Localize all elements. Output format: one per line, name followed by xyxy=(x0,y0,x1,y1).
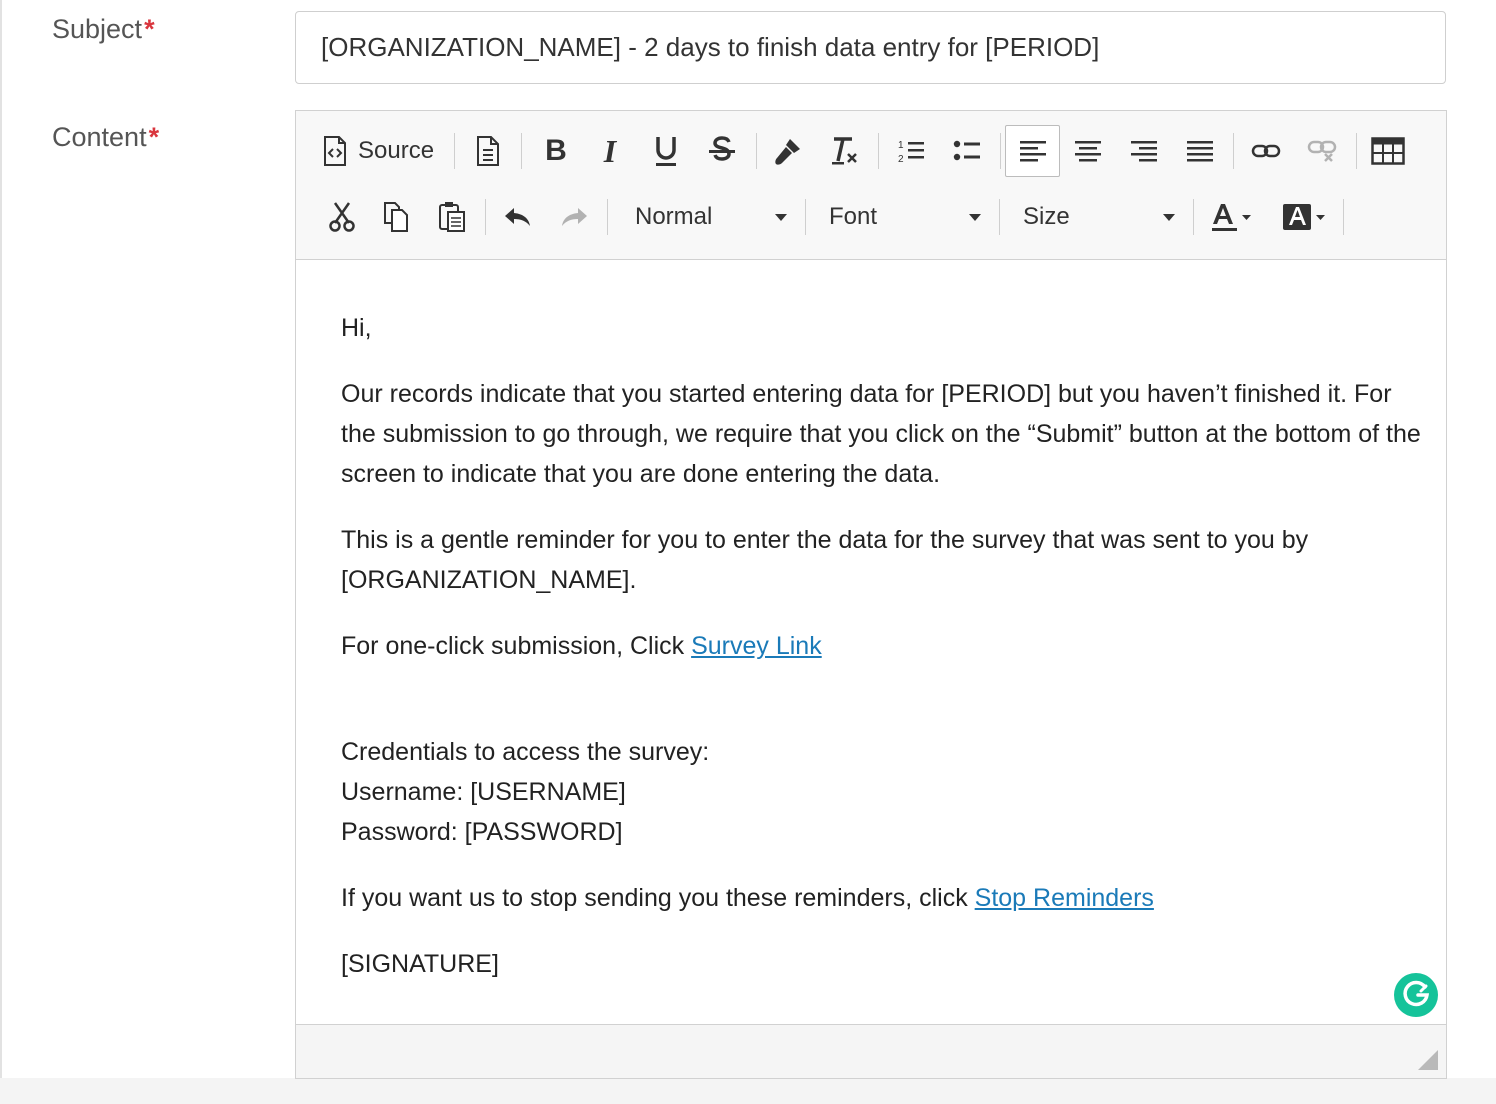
text-color-icon xyxy=(1209,201,1257,233)
rich-text-editor xyxy=(295,110,1447,1079)
credentials-paragraph xyxy=(341,732,1426,852)
text-color-button[interactable] xyxy=(1208,187,1258,247)
records-paragraph: Our records indicate that you started entering data for [PERIOD] but you haven’t finished it. For the submission to go through, we require that you click on the “Submit” button at the bottom of the screen to indicate that you are done entering the data. xyxy=(341,380,1421,488)
toolbar-separator xyxy=(1193,199,1194,235)
chevron-down-icon xyxy=(775,214,787,221)
grammarly-button[interactable] xyxy=(1394,973,1438,1017)
unlink-icon xyxy=(1307,139,1337,163)
grammarly-icon xyxy=(1401,978,1431,1013)
font-combo[interactable] xyxy=(815,195,987,239)
bold-icon: B xyxy=(545,134,567,167)
subject-label xyxy=(52,14,155,45)
underline-icon xyxy=(653,135,679,167)
italic-icon: I xyxy=(603,132,617,169)
chevron-down-icon xyxy=(969,214,981,221)
format-combo[interactable] xyxy=(621,195,793,239)
toolbar-separator xyxy=(999,199,1000,235)
numbered-list-button[interactable] xyxy=(891,121,931,181)
content-label xyxy=(52,122,159,153)
bold-button[interactable] xyxy=(536,121,576,181)
paste-icon xyxy=(438,201,466,233)
cut-button[interactable] xyxy=(322,187,362,247)
signature-paragraph: [SIGNATURE] xyxy=(341,950,499,978)
align-right-button[interactable] xyxy=(1124,121,1164,181)
size-combo[interactable] xyxy=(1009,195,1181,239)
align-center-icon xyxy=(1074,139,1102,163)
source-button[interactable] xyxy=(322,121,442,181)
redo-icon xyxy=(559,206,589,228)
format-combo-value: Normal xyxy=(635,203,713,230)
toolbar-separator xyxy=(878,133,879,169)
stop-reminders-link[interactable]: Stop Reminders xyxy=(974,884,1154,912)
undo-button[interactable] xyxy=(498,187,538,247)
document-icon xyxy=(476,136,500,166)
toolbar-separator xyxy=(756,133,757,169)
resize-handle[interactable] xyxy=(1418,1050,1438,1070)
numbered-list-icon xyxy=(897,137,925,165)
align-left-icon xyxy=(1019,139,1047,163)
editor-toolbar xyxy=(296,111,1446,259)
paragraph-gap xyxy=(341,706,1426,732)
toolbar-separator xyxy=(1343,199,1344,235)
link-icon xyxy=(1251,141,1281,161)
toolbar-separator xyxy=(1356,133,1357,169)
submission-text: For one-click submission, Click xyxy=(341,632,692,660)
justify-button[interactable] xyxy=(1180,121,1220,181)
bulleted-list-button[interactable] xyxy=(947,121,987,181)
toolbar-separator xyxy=(521,133,522,169)
remove-format-icon xyxy=(828,135,860,167)
content-required-mark: * xyxy=(148,122,160,152)
toolbar-separator xyxy=(485,199,486,235)
credentials-title: Credentials to access the survey: xyxy=(341,738,710,766)
document-button[interactable] xyxy=(468,121,508,181)
editor-status-bar xyxy=(296,1025,1446,1078)
toolbar-separator xyxy=(454,133,455,169)
toolbar-separator xyxy=(607,199,608,235)
justify-icon xyxy=(1186,139,1214,163)
subject-label-text: Subject xyxy=(52,14,143,44)
italic-button[interactable] xyxy=(590,121,630,181)
size-combo-value: Size xyxy=(1023,203,1070,230)
align-left-button[interactable] xyxy=(1005,125,1060,177)
redo-button[interactable] xyxy=(554,187,594,247)
stop-reminders-text: If you want us to stop sending you these reminders, click xyxy=(341,884,975,912)
source-icon xyxy=(322,136,348,166)
copy-format-button[interactable] xyxy=(768,121,808,181)
align-center-button[interactable] xyxy=(1068,121,1108,181)
chevron-down-icon xyxy=(1163,214,1175,221)
copy-format-icon xyxy=(772,135,804,167)
font-combo-value: Font xyxy=(829,203,878,230)
blank-line xyxy=(341,666,1426,706)
page-bottom-band xyxy=(0,1078,1496,1104)
copy-button[interactable] xyxy=(376,187,416,247)
toolbar-separator xyxy=(1233,133,1234,169)
copy-icon xyxy=(382,201,410,233)
svg-text:1: 1 xyxy=(898,140,904,151)
submission-paragraph xyxy=(341,626,1426,666)
paste-button[interactable] xyxy=(432,187,472,247)
subject-required-mark: * xyxy=(144,14,155,44)
reminder-paragraph: This is a gentle reminder for you to enter the data for the survey that was sent to you by [ORGANIZATION_NAME]. xyxy=(341,526,1309,594)
table-icon xyxy=(1371,137,1405,165)
strikethrough-button[interactable] xyxy=(702,121,742,181)
greeting-paragraph: Hi, xyxy=(341,314,372,342)
toolbar-separator xyxy=(805,199,806,235)
content-label-text: Content xyxy=(52,122,147,152)
editor-content-area[interactable] xyxy=(296,259,1446,1025)
cut-icon xyxy=(328,201,356,233)
password-line: Password: [PASSWORD] xyxy=(341,818,623,846)
subject-input[interactable] xyxy=(295,11,1446,84)
table-button[interactable] xyxy=(1368,121,1408,181)
username-line: Username: [USERNAME] xyxy=(341,778,626,806)
strikethrough-icon xyxy=(708,135,736,167)
link-button[interactable] xyxy=(1246,121,1286,181)
background-color-button[interactable] xyxy=(1280,187,1330,247)
unlink-button[interactable] xyxy=(1302,121,1342,181)
svg-text:2: 2 xyxy=(898,154,904,165)
bulleted-list-icon xyxy=(953,137,981,165)
background-color-icon xyxy=(1281,201,1329,233)
remove-format-button[interactable] xyxy=(824,121,864,181)
underline-button[interactable] xyxy=(646,121,686,181)
undo-icon xyxy=(503,206,533,228)
align-right-icon xyxy=(1130,139,1158,163)
page-left-border xyxy=(0,0,2,1104)
source-label: Source xyxy=(358,137,435,164)
survey-link[interactable]: Survey Link xyxy=(691,632,822,660)
toolbar-separator xyxy=(1000,133,1001,169)
stop-reminders-paragraph xyxy=(341,878,1426,918)
